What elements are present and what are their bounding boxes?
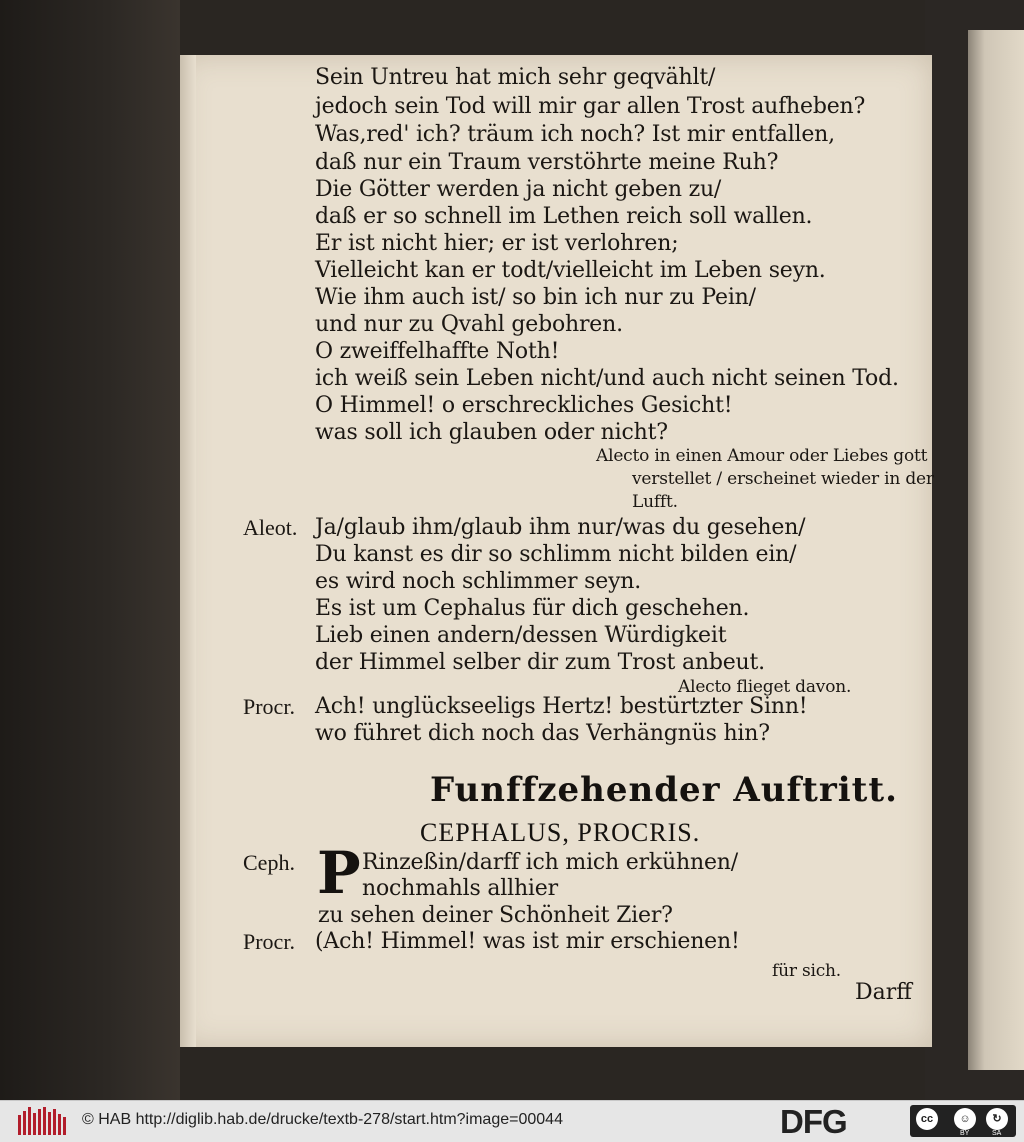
adjacent-page-edge	[968, 30, 1024, 1070]
cc-license-badge[interactable]	[910, 1105, 1016, 1137]
verse-line: Es ist um Cephalus für dich geschehen.	[315, 596, 750, 621]
verse-line: Vielleicht kan er todt/vielleicht im Leben seyn.	[315, 258, 826, 283]
copyright-link[interactable]: © HAB http://diglib.hab.de/drucke/textb-278/start.htm?image=00044	[82, 1111, 563, 1128]
attribution-icon: ☺	[954, 1108, 976, 1130]
drop-capital: P	[317, 839, 361, 907]
share-alike-icon: ↻	[986, 1108, 1008, 1130]
verse-line: Ach! unglückseeligs Hertz! bestürtzter Sinn!	[315, 694, 808, 719]
stage-direction: Lufft.	[632, 492, 678, 512]
cc-icon: cc	[916, 1108, 938, 1130]
verse-line: Sein Untreu hat mich sehr geqvählt/	[315, 65, 716, 90]
verse-line: O Himmel! o erschreckliches Gesicht!	[315, 393, 733, 418]
library-logo-icon	[18, 1107, 66, 1135]
verse-line: zu sehen deiner Schönheit Zier?	[318, 903, 673, 928]
by-label: BY	[960, 1130, 970, 1137]
dfg-logo: DFG	[780, 1103, 847, 1140]
catchword: Darff	[855, 980, 912, 1005]
verse-line: daß er so schnell im Lethen reich soll wallen.	[315, 204, 813, 229]
stage-direction: verstellet / erscheinet wieder in der	[632, 469, 934, 489]
speaker-label: Procr.	[243, 694, 295, 719]
page-gutter-shadow	[180, 55, 196, 1047]
verse-line: es wird noch schlimmer seyn.	[315, 569, 642, 594]
verse-line: und nur zu Qvahl gebohren.	[315, 312, 623, 337]
stage-direction: Alecto flieget davon.	[678, 677, 852, 697]
verse-line: jedoch sein Tod will mir gar allen Trost aufheben?	[315, 94, 866, 119]
verse-line: Ja/glaub ihm/glaub ihm nur/was du gesehen/	[315, 515, 806, 540]
verse-line: Lieb einen andern/dessen Würdigkeit	[315, 623, 727, 648]
verse-line: was soll ich glauben oder nicht?	[315, 420, 668, 445]
speaker-label: Aleot.	[243, 515, 298, 540]
verse-line: Rinzeßin/darff ich mich erkühnen/	[362, 850, 738, 875]
verse-line: wo führet dich noch das Verhängnüs hin?	[315, 721, 770, 746]
stage-direction: Alecto in einen Amour oder Liebes gott	[596, 446, 928, 466]
sa-label: SA	[992, 1130, 1002, 1137]
verse-line: daß nur ein Traum verstöhrte meine Ruh?	[315, 150, 779, 175]
scan-background-left	[0, 0, 180, 1100]
verse-line: Du kanst es dir so schlimm nicht bilden ein/	[315, 542, 797, 567]
verse-line: Er ist nicht hier; er ist verlohren;	[315, 231, 679, 256]
verse-line: Wie ihm auch ist/ so bin ich nur zu Pein/	[315, 285, 756, 310]
verse-line: nochmahls allhier	[362, 876, 558, 901]
speaker-label: Procr.	[243, 929, 295, 954]
speaker-label: Ceph.	[243, 850, 295, 875]
verse-line: der Himmel selber dir zum Trost anbeut.	[315, 650, 765, 675]
viewer-footer	[0, 1100, 1024, 1142]
verse-line: Was,red' ich? träum ich noch? Ist mir entfallen,	[315, 122, 835, 147]
verse-line: (Ach! Himmel! was ist mir erschienen!	[315, 929, 740, 954]
verse-line: O zweiffelhaffte Noth!	[315, 339, 560, 364]
verse-line: ich weiß sein Leben nicht/und auch nicht seinen Tod.	[315, 366, 899, 391]
scene-heading: Funffzehender Auftritt.	[430, 770, 898, 810]
scene-persons: CEPHALUS, PROCRIS.	[420, 818, 701, 847]
aside-direction: für sich.	[772, 961, 842, 981]
verse-line: Die Götter werden ja nicht geben zu/	[315, 177, 722, 202]
